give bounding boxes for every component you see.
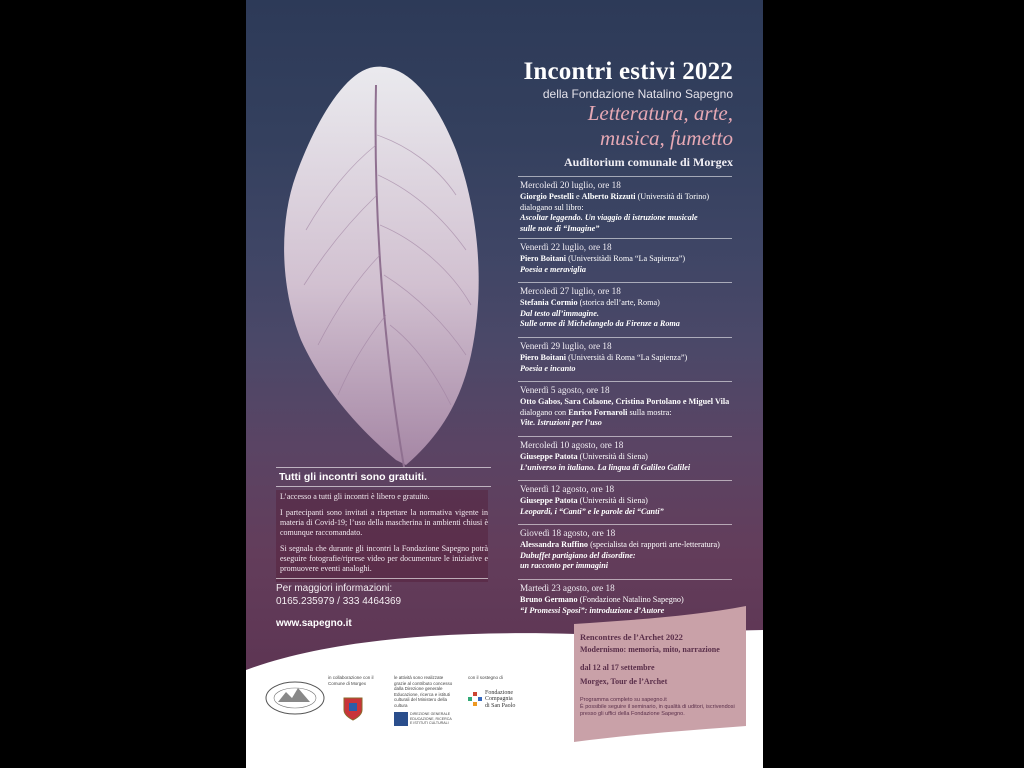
- event-speaker: Alberto Rizzuti: [581, 192, 636, 201]
- ministry-icon: [394, 712, 408, 726]
- event-title: sulle note di “Imagine”: [520, 223, 600, 233]
- feather-icon: [256, 55, 506, 475]
- page-title: Incontri estivi 2022: [523, 58, 733, 85]
- info-paragraph: Si segnala che durante gli incontri la Fondazione Sapegno potrà eseguire fotografie/riprese video per documentare le iniziative e promuovere eventi analoghi.: [280, 544, 488, 573]
- event-affiliation: (storica dell’arte, Roma): [577, 298, 660, 307]
- event-title: Sulle orme di Michelangelo da Firenze a Roma: [520, 319, 680, 329]
- morgex-crest-icon: [342, 696, 364, 722]
- event-speaker: Giorgio Pestelli: [520, 192, 574, 201]
- event-title: Vite. Istruzioni per l’uso: [520, 418, 602, 428]
- event-item: [518, 337, 732, 381]
- compagnia-logo: [468, 675, 538, 709]
- event-speaker: Piero Boitani: [520, 353, 567, 362]
- info-paragraph: L’accesso a tutti gli incontri è libero e gratuito.: [280, 492, 430, 501]
- ministry-text: DIREZIONE GENERALE EDUCAZIONE, RICERCA E ISTITUTI CULTURALI: [410, 712, 452, 726]
- compagnia-name: di San Paolo: [485, 702, 516, 709]
- event-speaker: Bruno Germano: [520, 595, 578, 604]
- compagnia-name: Fondazione: [485, 689, 513, 696]
- ministry-logo: [394, 675, 454, 726]
- event-conjunction: e: [573, 192, 582, 201]
- event-affiliation: (Università di Siena): [577, 496, 648, 505]
- archet-dates: dal 12 al 17 settembre: [580, 663, 655, 672]
- collab-text: in collaborazione con il Comune di Morgex: [328, 675, 374, 686]
- morgex-logo: [328, 675, 380, 724]
- event-title: Poesia e meraviglia: [520, 264, 586, 274]
- support-text: con il sostegno di: [468, 675, 503, 680]
- free-entry-banner: Tutti gli incontri sono gratuiti.: [276, 467, 491, 487]
- compagnia-name: Compagnia: [485, 696, 513, 703]
- contact-phones: 0165.235979 / 333 4464369: [276, 596, 402, 607]
- event-affiliation: (Universitàdi Roma “La Sapienza”): [566, 254, 686, 263]
- event-note: dialogano sul libro:: [520, 202, 584, 212]
- event-date: Mercoledì 27 luglio, ore 18: [520, 286, 621, 296]
- event-affiliation: (Fondazione Natalino Sapegno): [577, 595, 684, 604]
- event-title: “I Promessi Sposi”: introduzione d’Autore: [520, 605, 665, 615]
- website-link[interactable]: www.sapegno.it: [276, 618, 352, 629]
- event-title: Dubuffet partigiano del disordine:: [520, 550, 636, 560]
- event-date: Martedì 23 agosto, ore 18: [520, 583, 615, 593]
- event-affiliation: (specialista dei rapporti arte-letteratura): [588, 540, 720, 549]
- event-title: L’universo in italiano. La lingua di Galileo Galilei: [520, 462, 691, 472]
- event-date: Venerdì 5 agosto, ore 18: [520, 385, 610, 395]
- event-speaker: Giuseppe Patota: [520, 496, 578, 505]
- theme-heading: [473, 101, 733, 151]
- contact-label: Per maggiori informazioni:: [276, 583, 393, 594]
- event-item: [518, 282, 732, 337]
- archet-title: Rencontres de l’Archet 2022: [580, 632, 683, 642]
- archet-info: [580, 632, 740, 717]
- event-title: Dal testo all’immagine.: [520, 308, 599, 318]
- event-item: [518, 381, 732, 436]
- event-item: [518, 480, 732, 524]
- event-affiliation: (Università di Siena): [577, 452, 648, 461]
- event-title: Ascoltar leggendo. Un viaggio di istruzione musicale: [520, 213, 698, 223]
- event-item: [518, 238, 732, 282]
- event-speaker: Giuseppe Patota: [520, 452, 578, 461]
- event-speaker: Piero Boitani: [520, 254, 567, 263]
- event-speaker: Otto Gabos, Sara Colaone, Cristina Portolano e Miguel Vila: [520, 397, 730, 406]
- archet-theme: Modernismo: memoria, mito, narrazione: [580, 645, 720, 654]
- events-list: [518, 176, 732, 620]
- page-subtitle: della Fondazione Natalino Sapegno: [542, 87, 733, 101]
- event-speaker: Enrico Fornaroli: [568, 407, 628, 417]
- event-note: sulla mostra:: [627, 407, 672, 417]
- event-date: Venerdì 29 luglio, ore 18: [520, 341, 612, 351]
- event-date: Venerdì 22 luglio, ore 18: [520, 242, 612, 252]
- theme-line-2: musica, fumetto: [600, 126, 733, 150]
- event-title: Leopardi, i “Canti” e le parole dei “Canti”: [520, 506, 664, 516]
- event-date: Venerdì 12 agosto, ore 18: [520, 484, 615, 494]
- event-item: [518, 524, 732, 579]
- event-title: Poesia e incanto: [520, 363, 576, 373]
- event-affiliation: (Università di Torino): [635, 192, 710, 201]
- venue: Auditorium comunale di Morgex: [564, 155, 733, 169]
- sapegno-logo: [264, 680, 326, 718]
- event-speaker: Alessandra Ruffino: [520, 540, 589, 549]
- event-poster: [246, 0, 763, 768]
- compagnia-mosaic-icon: [468, 692, 482, 706]
- event-note: dialogano con: [520, 407, 569, 417]
- event-speaker: Stefania Cormio: [520, 298, 578, 307]
- theme-line-1: Letteratura, arte,: [587, 101, 733, 125]
- contact-info: [276, 578, 488, 608]
- event-date: Mercoledì 20 luglio, ore 18: [520, 180, 621, 190]
- event-date: Mercoledì 10 agosto, ore 18: [520, 440, 624, 450]
- grant-text: le attività sono realizzate grazie al contributo concesso dalla Direzione generale Educazione, ricerca e istituti culturali del Ministero della cultura: [394, 675, 453, 708]
- event-item: [518, 176, 732, 238]
- info-notes: [276, 490, 488, 582]
- archet-place: Morgex, Tour de l’Archet: [580, 677, 668, 686]
- archet-note: Programma completo su sapegno.it: [580, 697, 667, 703]
- event-item: [518, 436, 732, 480]
- event-title: un racconto per immagini: [520, 561, 609, 571]
- event-date: Giovedì 18 agosto, ore 18: [520, 528, 616, 538]
- archet-note: È possibile seguire il seminario, in qualità di uditori, iscrivendosi presso gli uffici della Fondazione Sapegno.: [580, 703, 735, 717]
- info-paragraph: I partecipanti sono invitati a rispettare la normativa vigente in materia di Covid-19; l’uso della mascherina in ambienti chiusi è comunque raccomandato.: [280, 508, 488, 537]
- sapegno-seal-icon: [264, 680, 326, 716]
- event-affiliation: (Università di Roma “La Sapienza”): [566, 353, 688, 362]
